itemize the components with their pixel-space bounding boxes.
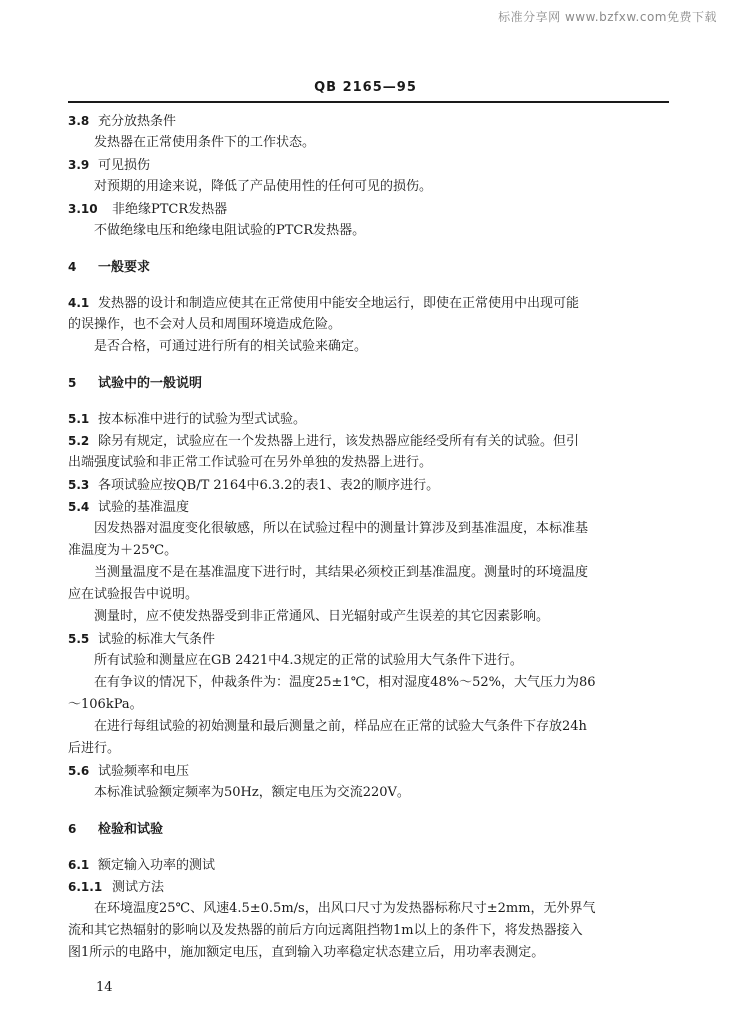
clause-text: 按本标准中进行的试验为型式试验。 bbox=[98, 412, 307, 427]
clause-number: 5.5 bbox=[68, 632, 90, 646]
paragraph-line bbox=[68, 540, 669, 562]
clause-number: 4.1 bbox=[68, 296, 90, 310]
spacer bbox=[68, 804, 669, 818]
clause-text: 除另有规定，试验应在一个发热器上进行，该发热器应能经受所有有关的试验。但引 bbox=[98, 434, 580, 449]
clause-text: 所有试验和测量应在GB 2421中4.3规定的正常的试验用大气条件下进行。 bbox=[94, 653, 523, 668]
spacer bbox=[68, 394, 669, 408]
paragraph-line bbox=[68, 562, 669, 584]
paragraph-line bbox=[68, 132, 669, 154]
clause-text: 不做绝缘电压和绝缘电阻试验的PTCR发热器。 bbox=[94, 223, 366, 238]
clause-text: 在环境温度25℃、风速4.5±0.5m/s，出风口尺寸为发热器标称尺寸±2mm，无外界气 bbox=[94, 901, 596, 916]
clause-text: 试验的标准大气条件 bbox=[98, 632, 216, 647]
clause-text: 一般要求 bbox=[98, 260, 151, 275]
clause-number: 4 bbox=[68, 260, 77, 274]
paragraph-line bbox=[68, 452, 669, 474]
clause-text: 非绝缘PTCR发热器 bbox=[112, 202, 228, 217]
clause-number: 5.4 bbox=[68, 500, 90, 514]
paragraph-line bbox=[68, 650, 669, 672]
clause-heading bbox=[68, 628, 669, 650]
clause-heading bbox=[68, 430, 669, 452]
clause-text: 出端强度试验和非正常工作试验可在另外单独的发热器上进行。 bbox=[68, 455, 433, 470]
clause-text: 的误操作，也不会对人员和周围环境造成危险。 bbox=[68, 317, 342, 332]
paragraph-line bbox=[68, 176, 669, 198]
spacer bbox=[68, 840, 669, 854]
paragraph-line bbox=[68, 738, 669, 760]
clause-number: 3.10 bbox=[68, 202, 98, 216]
clause-number: 3.9 bbox=[68, 158, 90, 172]
clause-heading bbox=[68, 854, 669, 876]
section-heading bbox=[68, 818, 669, 840]
paragraph-line bbox=[68, 716, 669, 738]
clause-heading bbox=[68, 496, 669, 518]
clause-text: 流和其它热辐射的影响以及发热器的前后方向远离阻挡物1m以上的条件下，将发热器接入 bbox=[68, 923, 583, 938]
clause-text: 试验中的一般说明 bbox=[98, 376, 203, 391]
spacer bbox=[68, 242, 669, 256]
paragraph-line bbox=[68, 606, 669, 628]
document-body bbox=[68, 110, 669, 964]
paragraph-line bbox=[68, 782, 669, 804]
clause-text: 充分放热条件 bbox=[98, 114, 177, 129]
clause-heading bbox=[68, 474, 669, 496]
clause-number: 3.8 bbox=[68, 114, 90, 128]
paragraph-line bbox=[68, 336, 669, 358]
clause-text: 后进行。 bbox=[68, 741, 121, 756]
paragraph-line bbox=[68, 220, 669, 242]
clause-text: 当测量温度不是在基准温度下进行时，其结果必须校正到基准温度。测量时的环境温度 bbox=[94, 565, 589, 580]
clause-text: 额定输入功率的测试 bbox=[98, 858, 216, 873]
clause-text: 应在试验报告中说明。 bbox=[68, 587, 199, 602]
clause-text: 图1所示的电路中，施加额定电压，直到输入功率稳定状态建立后，用功率表测定。 bbox=[68, 945, 545, 960]
clause-text: 测量时，应不使发热器受到非正常通风、日光辐射或产生误差的其它因素影响。 bbox=[94, 609, 550, 624]
clause-text: 发热器在正常使用条件下的工作状态。 bbox=[94, 135, 316, 150]
paragraph-line bbox=[68, 518, 669, 540]
spacer bbox=[68, 358, 669, 372]
clause-text: 发热器的设计和制造应使其在正常使用中能安全地运行，即使在正常使用中出现可能 bbox=[98, 296, 580, 311]
paragraph-line bbox=[68, 898, 669, 920]
clause-heading bbox=[68, 198, 669, 220]
clause-text: 准温度为＋25℃。 bbox=[68, 543, 178, 558]
clause-number: 5 bbox=[68, 376, 77, 390]
watermark: 标准分享网 www.bzfxw.com免费下载 bbox=[498, 10, 717, 24]
spacer bbox=[68, 278, 669, 292]
clause-heading bbox=[68, 408, 669, 430]
paragraph-line bbox=[68, 314, 669, 336]
clause-text: 测试方法 bbox=[112, 880, 165, 895]
clause-number: 6 bbox=[68, 822, 77, 836]
clause-text: ～106kPa。 bbox=[68, 697, 143, 712]
paragraph-line bbox=[68, 672, 669, 694]
clause-text: 在进行每组试验的初始测量和最后测量之前，样品应在正常的试验大气条件下存放24h bbox=[94, 719, 587, 734]
clause-number: 5.2 bbox=[68, 434, 90, 448]
paragraph-line bbox=[68, 942, 669, 964]
clause-text: 本标准试验额定频率为50Hz，额定电压为交流220V。 bbox=[94, 785, 410, 800]
section-heading bbox=[68, 372, 669, 394]
clause-number: 6.1 bbox=[68, 858, 90, 872]
clause-heading bbox=[68, 110, 669, 132]
clause-text: 可见损伤 bbox=[98, 158, 151, 173]
standard-header: QB 2165—95 bbox=[314, 80, 417, 95]
clause-text: 因发热器对温度变化很敏感，所以在试验过程中的测量计算涉及到基准温度，本标准基 bbox=[94, 521, 589, 536]
clause-text: 对预期的用途来说，降低了产品使用性的任何可见的损伤。 bbox=[94, 179, 433, 194]
clause-number: 5.3 bbox=[68, 478, 90, 492]
page-number: 14 bbox=[96, 980, 113, 995]
section-heading bbox=[68, 256, 669, 278]
clause-heading bbox=[68, 760, 669, 782]
clause-number: 5.1 bbox=[68, 412, 90, 426]
clause-heading bbox=[68, 292, 669, 314]
clause-heading bbox=[68, 876, 669, 898]
clause-text: 各项试验应按QB/T 2164中6.3.2的表1、表2的顺序进行。 bbox=[98, 478, 440, 493]
clause-text: 检验和试验 bbox=[98, 822, 164, 837]
clause-number: 5.6 bbox=[68, 764, 90, 778]
clause-heading bbox=[68, 154, 669, 176]
paragraph-line bbox=[68, 694, 669, 716]
clause-text: 试验频率和电压 bbox=[98, 764, 190, 779]
clause-number: 6.1.1 bbox=[68, 880, 103, 894]
paragraph-line bbox=[68, 920, 669, 942]
header-rule bbox=[68, 101, 669, 103]
paragraph-line bbox=[68, 584, 669, 606]
clause-text: 试验的基准温度 bbox=[98, 500, 190, 515]
clause-text: 在有争议的情况下，仲裁条件为：温度25±1℃，相对湿度48%～52%，大气压力为86 bbox=[94, 675, 596, 690]
clause-text: 是否合格，可通过进行所有的相关试验来确定。 bbox=[94, 339, 368, 354]
